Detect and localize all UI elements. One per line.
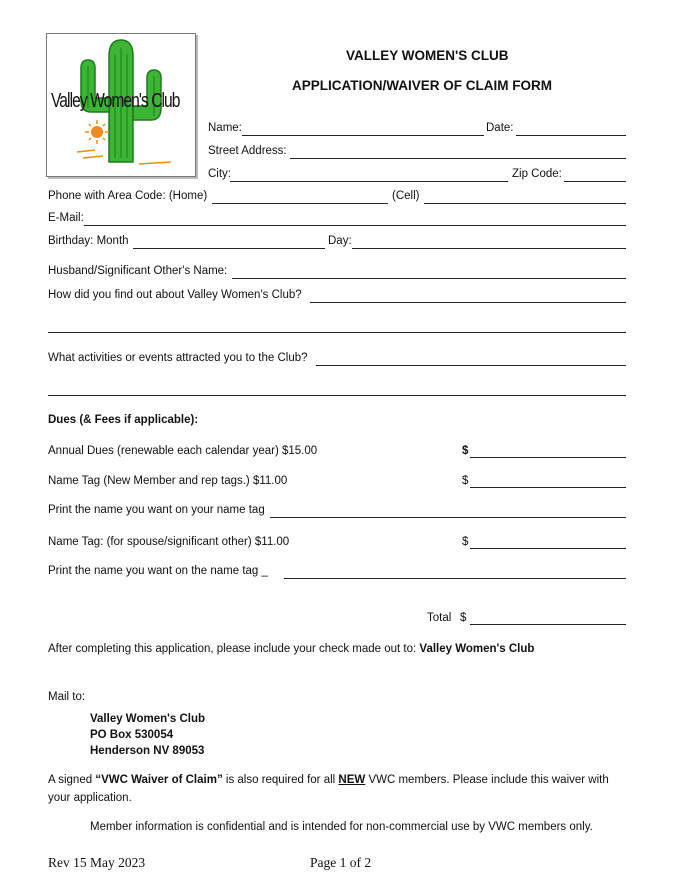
address-line-1: Valley Women's Club: [90, 713, 205, 725]
waiver-line-2: your application.: [48, 792, 132, 804]
husband-label: Husband/Significant Other's Name:: [48, 265, 228, 277]
waiver-notice: [48, 774, 609, 786]
cell-label: (Cell): [392, 190, 420, 202]
phone-label: Phone with Area Code: (Home): [48, 190, 208, 202]
annual-dues-dollar: $: [462, 445, 469, 457]
print-name-spouse-input[interactable]: [284, 578, 626, 579]
activities-input-line2[interactable]: [48, 395, 626, 396]
page-number: Page 1 of 2: [310, 855, 372, 870]
club-logo: [46, 33, 196, 177]
waiver-mid: is also required for all: [222, 774, 339, 786]
address-line-2: PO Box 530054: [90, 729, 174, 741]
print-name-input[interactable]: [270, 517, 626, 518]
home-phone-input[interactable]: [212, 203, 388, 204]
found-out-input[interactable]: [310, 302, 626, 303]
spouse-tag-dollar: $: [462, 536, 469, 548]
check-text: After completing this application, please include your check made out to:: [48, 643, 417, 655]
birthday-day-input[interactable]: [352, 248, 626, 249]
found-out-input-line2[interactable]: [48, 332, 626, 333]
date-input[interactable]: [516, 135, 626, 136]
logo-text: Valley Women's Club: [51, 90, 180, 112]
name-input[interactable]: [242, 135, 484, 136]
street-input[interactable]: [290, 158, 626, 159]
form-title: APPLICATION/WAIVER OF CLAIM FORM: [292, 78, 552, 93]
org-name: VALLEY WOMEN'S CLUB: [346, 48, 509, 63]
name-tag-input[interactable]: [470, 487, 626, 488]
check-instructions: [48, 643, 534, 655]
husband-input[interactable]: [232, 278, 626, 279]
mail-to-label: Mail to:: [48, 691, 86, 703]
zip-label: Zip Code:: [512, 168, 562, 180]
spouse-tag-input[interactable]: [470, 548, 626, 549]
city-input[interactable]: [230, 181, 508, 182]
email-input[interactable]: [84, 225, 626, 226]
total-label: Total: [427, 612, 452, 624]
waiver-pre: A signed: [48, 774, 96, 786]
found-out-label: How did you find out about Valley Women's Club?: [48, 289, 302, 301]
check-payee: Valley Women's Club: [419, 643, 535, 655]
name-tag-label: Name Tag (New Member and rep tags.) $11.00: [48, 475, 288, 487]
waiver-post: VWC members. Please include this waiver with: [365, 774, 609, 786]
address-line-3: Henderson NV 89053: [90, 745, 205, 757]
annual-dues-label: Annual Dues (renewable each calendar year) $15.00: [48, 445, 318, 457]
name-label: Name:: [208, 122, 242, 134]
zip-input[interactable]: [564, 181, 626, 182]
revision-date: Rev 15 May 2023: [48, 855, 146, 870]
print-name-spouse-label: Print the name you want on the name tag _: [48, 565, 268, 577]
confidential-notice: Member information is confidential and is intended for non-commercial use by VWC members only.: [90, 821, 593, 833]
annual-dues-input[interactable]: [470, 457, 626, 458]
date-label: Date:: [486, 122, 514, 134]
print-name-label: Print the name you want on your name tag: [48, 504, 265, 516]
activities-label: What activities or events attracted you to the Club?: [48, 352, 308, 364]
waiver-name: “VWC Waiver of Claim”: [95, 774, 223, 786]
birthday-month-label: Birthday: Month: [48, 235, 129, 247]
street-label: Street Address:: [208, 145, 287, 157]
city-label: City:: [208, 168, 231, 180]
name-tag-dollar: $: [462, 475, 469, 487]
cell-phone-input[interactable]: [424, 203, 626, 204]
total-input[interactable]: [470, 624, 626, 625]
activities-input[interactable]: [316, 365, 626, 366]
waiver-new: NEW: [338, 774, 366, 786]
dues-heading: Dues (& Fees if applicable):: [48, 414, 199, 426]
spouse-tag-label: Name Tag: (for spouse/significant other) $11.00: [48, 536, 290, 548]
birthday-month-input[interactable]: [133, 248, 325, 249]
email-label: E-Mail:: [48, 212, 84, 224]
birthday-day-label: Day:: [328, 235, 352, 247]
total-dollar: $: [460, 612, 467, 624]
